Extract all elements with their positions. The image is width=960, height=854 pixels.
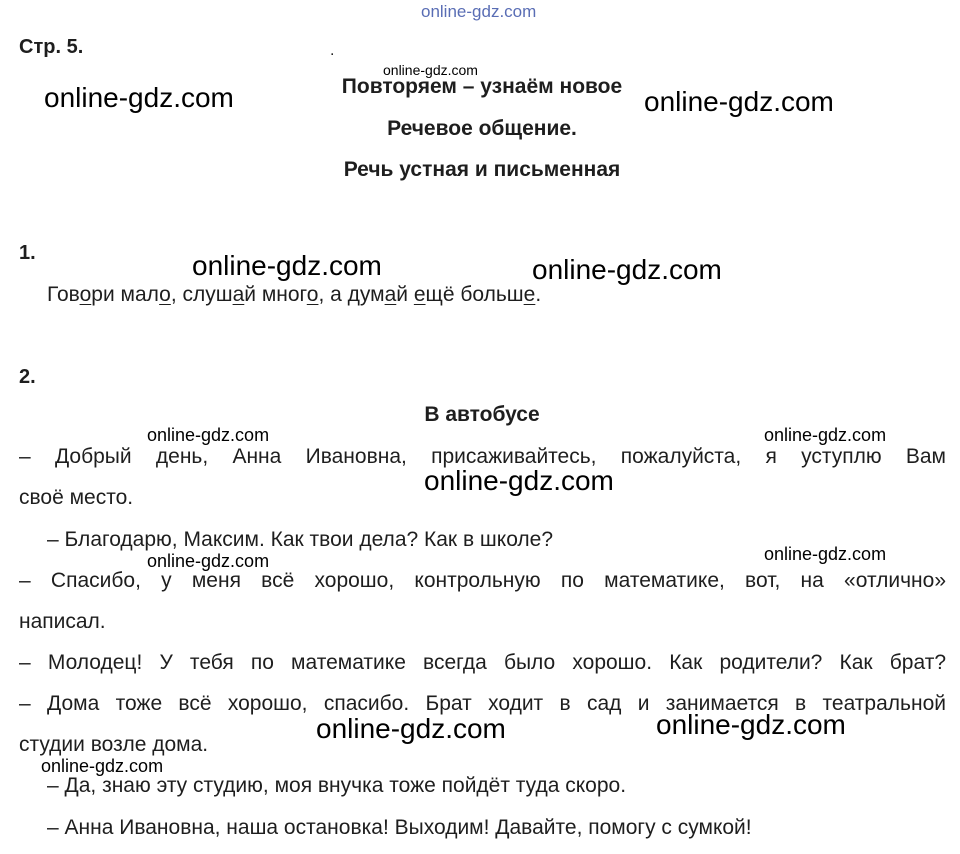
watermark: online-gdz.com: [41, 756, 164, 776]
dialogue-line-cont: написал.: [19, 610, 106, 633]
watermark: online-gdz.com: [383, 62, 478, 78]
underlined-letter: е: [523, 283, 536, 306]
stray-mark: .: [330, 42, 335, 59]
proverb-segment: й: [396, 283, 414, 306]
section-subheading: Речевое общение.: [387, 117, 577, 140]
proverb-segment: , слуш: [170, 283, 233, 306]
watermark: online-gdz.com: [656, 709, 846, 740]
watermark: online-gdz.com: [644, 86, 834, 117]
watermark: online-gdz.com: [764, 544, 887, 564]
watermark: online-gdz.com: [147, 551, 270, 571]
watermark: online-gdz.com: [316, 713, 506, 744]
page-number: Стр. 5.: [19, 36, 84, 58]
watermark: online-gdz.com: [764, 425, 887, 445]
underlined-letter: о: [306, 283, 319, 306]
dialogue-line: – Благодарю, Максим. Как твои дела? Как в школе?: [47, 528, 554, 551]
watermark: online-gdz.com: [192, 250, 382, 281]
dialogue-line: – Молодец! У тебя по математике всегда было хорошо. Как родители? Как брат?: [19, 651, 946, 674]
dialogue-line: – Анна Ивановна, наша остановка! Выходим! Давайте, помогу с сумкой!: [47, 816, 752, 839]
proverb-segment: в: [68, 283, 80, 306]
underlined-letter: а: [232, 283, 245, 306]
underlined-letter: а: [384, 283, 397, 306]
watermark: online-gdz.com: [44, 82, 234, 113]
underlined-letter: о: [79, 283, 92, 306]
proverb-segment: й мног: [244, 283, 307, 306]
proverb-segment: , а дум: [318, 283, 385, 306]
watermark: online-gdz.com: [147, 425, 270, 445]
proverb-segment: Го: [47, 283, 69, 306]
section-topic: Речь устная и письменная: [343, 158, 621, 181]
dialogue-line-cont: своё место.: [19, 486, 134, 509]
dialogue-line: – Дома тоже всё хорошо, спасибо. Брат ходит в сад и занимается в театральной: [19, 692, 946, 715]
dialogue-line-cont: студии возле дома.: [19, 733, 209, 756]
dialogue-line: – Спасибо, у меня всё хорошо, контрольную по математике, вот, на «отлично»: [19, 569, 946, 592]
underlined-letter: о: [159, 283, 171, 306]
dialogue-line: – Добрый день, Анна Ивановна, присаживайтесь, пожалуйста, я уступлю Вам: [19, 445, 946, 468]
watermark: online-gdz.com: [424, 465, 614, 496]
section-heading: Повторяем – узнаём новое: [341, 75, 623, 98]
proverb-segment: ри мал: [91, 283, 160, 306]
underlined-letter: е: [413, 283, 426, 306]
task-number-2: 2.: [19, 366, 36, 388]
task-number-1: 1.: [19, 242, 36, 264]
watermark: online-gdz.com: [532, 254, 722, 285]
watermark-top: online-gdz.com: [421, 2, 537, 21]
proverb-segment: .: [535, 283, 542, 306]
dialogue-line: – Да, знаю эту студию, моя внучка тоже пойдёт туда скоро.: [47, 774, 627, 797]
proverb-segment: щё больш: [425, 283, 524, 306]
dialogue-title: В автобусе: [424, 403, 540, 426]
proverb-text: [47, 283, 541, 307]
